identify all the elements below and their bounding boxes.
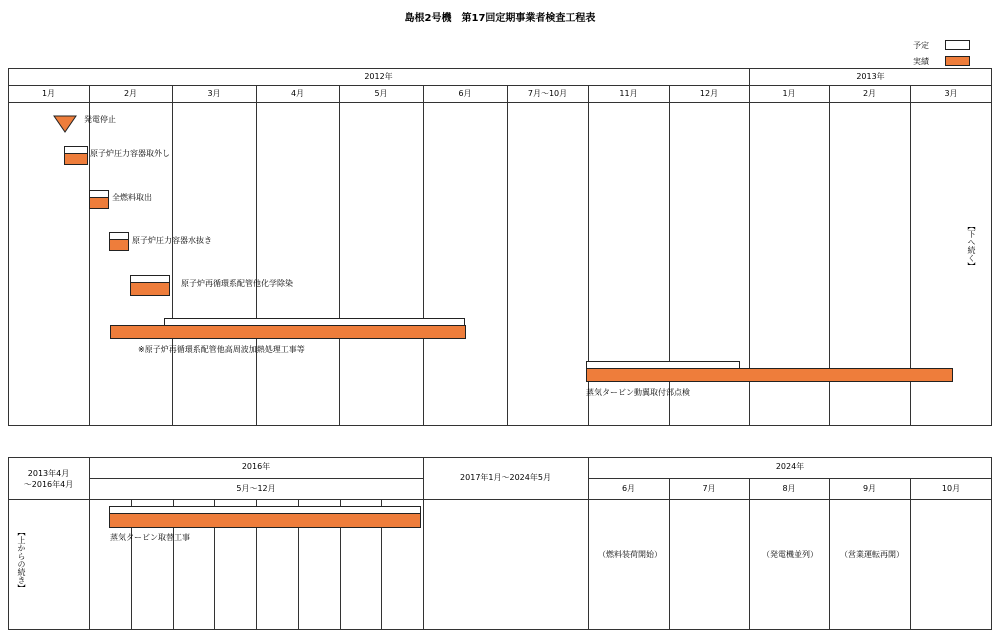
downward-triangle-icon (53, 115, 77, 133)
month-label: 12月 (699, 89, 719, 98)
month-label: 9月 (862, 484, 877, 493)
month-label: 4月 (290, 89, 305, 98)
month-label: 7月 (702, 484, 716, 493)
month-label: 1月 (782, 89, 796, 98)
month-label: 7月～10月 (527, 89, 568, 98)
grid-line (749, 478, 750, 630)
month-label: 2月 (862, 89, 877, 98)
year-label-2016: 2016年 (241, 462, 271, 471)
month-label: 1月 (41, 89, 56, 98)
grid-line (829, 478, 830, 630)
continue-from-above-note: 【上からの続き】 (17, 528, 26, 592)
month-row-divider (8, 102, 992, 103)
month-label: 8月 (782, 484, 796, 493)
event-label-rpv-drain: 原子炉圧力容器水抜き (132, 236, 212, 245)
period-label-2013-2016: 2013年4月 ～2016年4月 (23, 469, 74, 489)
year-row-divider (8, 85, 992, 86)
year-label-2012: 2012年 (364, 72, 393, 81)
legend-plan-label: 予定 (913, 41, 929, 50)
actual-bar-turbine-inspection (586, 368, 953, 382)
month-label-2016: 5月～12月 (236, 484, 276, 493)
year-row-divider (89, 478, 423, 479)
grid-line (89, 85, 90, 426)
grid-line (669, 478, 670, 630)
continue-below-note: 【下へ続く】 (967, 222, 976, 270)
legend-actual-swatch (945, 56, 970, 66)
grid-line (588, 457, 589, 630)
event-label-turbine-inspection: 蒸気タービン動翼取付部点検 (586, 388, 690, 397)
grid-line (423, 85, 424, 426)
event-label-fuel-removal: 全燃料取出 (112, 193, 152, 202)
grid-line (910, 478, 911, 630)
month-label: 2月 (123, 89, 138, 98)
actual-bar-chemical-decon (130, 282, 170, 296)
grid-line (172, 85, 173, 426)
grid-line (339, 85, 340, 426)
grid-line (256, 85, 257, 426)
grid-line (507, 85, 508, 426)
month-label: 6月 (458, 89, 472, 98)
year-label-2024: 2024年 (775, 462, 805, 471)
month-label: 5月 (374, 89, 388, 98)
event-label-shutdown: 発電停止 (84, 115, 116, 124)
actual-bar-rpv-removal (64, 153, 88, 165)
year-label-2013: 2013年 (856, 72, 885, 81)
actual-bar-fuel-removal (89, 197, 109, 209)
month-label: 3月 (207, 89, 221, 98)
actual-bar-rpv-drain (109, 239, 129, 251)
month-row-divider (8, 499, 992, 500)
milestone-fuel-loading: （燃料装荷開始） (598, 550, 662, 559)
month-label: 6月 (621, 484, 636, 493)
grid-line (89, 457, 90, 630)
schedule-table-bottom (8, 457, 992, 630)
milestone-commercial-operation: （営業運転再開） (840, 550, 904, 559)
month-label: 11月 (619, 89, 638, 98)
month-label: 3月 (944, 89, 958, 98)
event-label-rpv-removal: 原子炉圧力容器取外し (90, 149, 170, 158)
month-label: 10月 (941, 484, 961, 493)
legend-actual-label: 実績 (913, 57, 929, 66)
actual-bar-heat-treatment (110, 325, 466, 339)
year-row-divider (588, 478, 992, 479)
event-label-heat-treatment: ※原子炉再循環系配管他高周波加熱処理工事等 (138, 345, 305, 354)
legend-plan-swatch (945, 40, 970, 50)
gap-period-label: 2017年1月～2024年5月 (460, 473, 551, 482)
event-label-chemical-decon: 原子炉再循環系配管他化学除染 (181, 279, 293, 288)
event-label-turbine-replacement: 蒸気タービン取替工事 (110, 533, 190, 542)
page-title: 島根2号機 第17回定期事業者検査工程表 (404, 13, 596, 24)
grid-line (423, 457, 424, 630)
actual-bar-turbine-replacement (109, 513, 421, 528)
milestone-generator-sync: （発電機並列） (762, 550, 818, 559)
